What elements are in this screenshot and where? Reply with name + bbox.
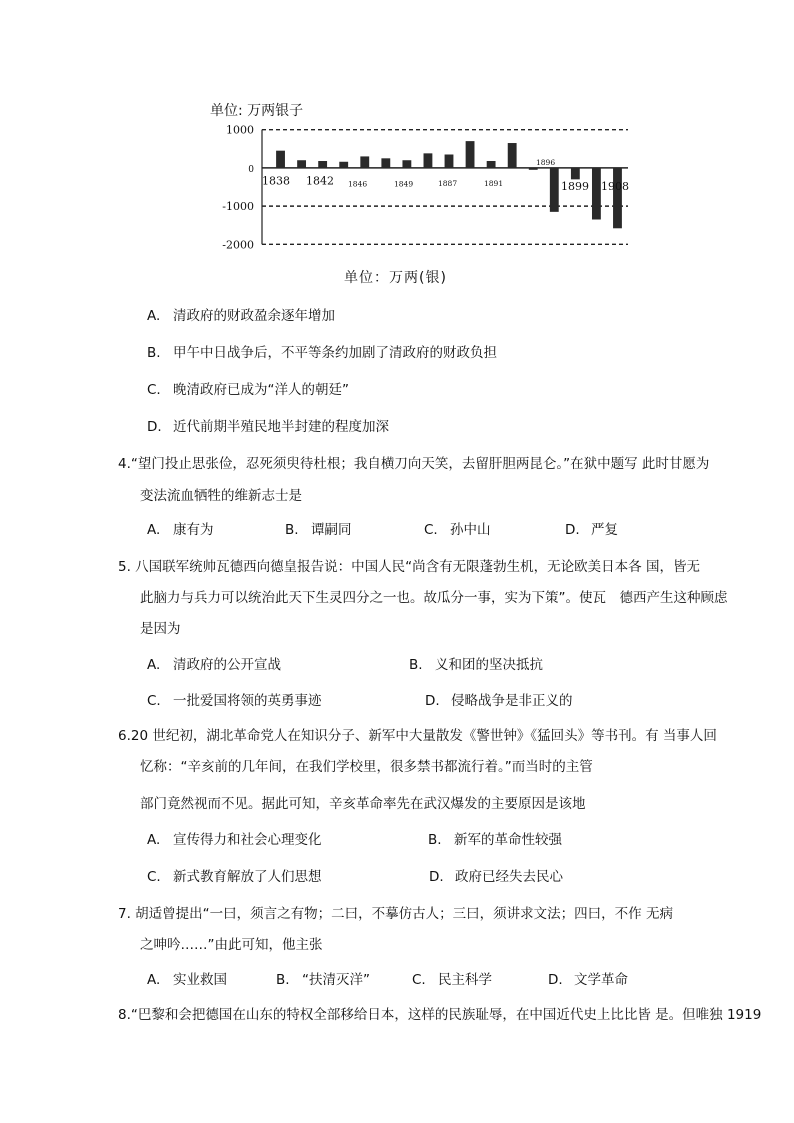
year-label: 1846 xyxy=(348,179,368,189)
q4-option-b[interactable] xyxy=(285,518,352,538)
q6-option-a[interactable] xyxy=(147,828,322,848)
option-key: A. xyxy=(147,522,161,538)
year-label: 1842 xyxy=(306,174,334,188)
option-key: C. xyxy=(412,972,426,988)
year-label: 1899 xyxy=(561,180,589,194)
q6-option-c[interactable] xyxy=(147,865,322,885)
bar xyxy=(466,141,475,168)
option-text: 民主科学 xyxy=(438,972,492,988)
q7-stem-line-2: 之呻吟……”由此可知，他主张 xyxy=(140,937,323,953)
option-text: 新式教育解放了人们思想 xyxy=(173,869,322,885)
bar xyxy=(339,162,348,168)
option-text: 新军的革命性较强 xyxy=(454,832,562,848)
chart-unit-label: 单位: 万两银子 xyxy=(210,103,304,119)
option-key: C. xyxy=(147,382,161,398)
year-label: 1849 xyxy=(394,179,414,189)
q6-stem-line-2: 忆称：“辛亥前的几年间，在我们学校里，很多禁书都流行着。”而当时的主管 xyxy=(140,759,593,775)
y-tick-label: -2000 xyxy=(222,238,254,252)
option-key: B. xyxy=(409,657,423,673)
q4-stem-line-1: 4.“望门投止思张俭，忍死须臾待杜根；我自横刀向天笑，去留肝胆两昆仑。”在狱中题写 此时甘愿为 xyxy=(118,456,710,472)
year-label: 1887 xyxy=(438,178,458,188)
y-tick-label: -1000 xyxy=(222,200,254,214)
bar xyxy=(529,168,538,170)
q3-option-c[interactable] xyxy=(147,378,349,398)
option-key: D. xyxy=(548,972,563,988)
q5-option-a[interactable] xyxy=(147,653,281,673)
option-key: D. xyxy=(565,522,580,538)
q3-option-d[interactable] xyxy=(147,415,389,435)
option-text: 侵略战争是非正义的 xyxy=(451,693,573,709)
bar xyxy=(445,155,454,168)
q4-option-c[interactable] xyxy=(424,518,491,538)
q7-option-d[interactable] xyxy=(548,968,628,988)
fiscal-bar-chart xyxy=(218,122,638,252)
option-text: 清政府的财政盈余逐年增加 xyxy=(173,308,335,324)
q5-option-d[interactable] xyxy=(425,689,573,709)
option-key: C. xyxy=(424,522,438,538)
option-key: B. xyxy=(428,832,442,848)
q6-stem-line-1: 6.20 世纪初，湖北革命党人在知识分子、新军中大量散发《警世钟》《猛回头》等书刊。有 当事人回 xyxy=(118,728,717,744)
option-key: D. xyxy=(425,693,440,709)
option-text: 义和团的坚决抵抗 xyxy=(435,657,543,673)
q3-option-a[interactable] xyxy=(147,304,335,324)
option-text: “扶清灭洋” xyxy=(302,972,370,988)
option-key: C. xyxy=(147,869,161,885)
q5-stem-line-2: 此脑力与兵力可以统治此天下生灵四分之一也。故瓜分一事，实为下策”。使瓦 德西产生这种顾虑 xyxy=(140,590,728,606)
q7-option-c[interactable] xyxy=(412,968,492,988)
option-text: 宣传得力和社会心理变化 xyxy=(173,832,322,848)
bar xyxy=(571,168,580,179)
bar xyxy=(318,161,327,168)
y-tick-label: 1000 xyxy=(226,123,254,137)
option-key: A. xyxy=(147,972,161,988)
year-label: 1838 xyxy=(262,174,290,188)
q6-option-b[interactable] xyxy=(428,828,562,848)
option-text: 清政府的公开宣战 xyxy=(173,657,281,673)
q7-option-b[interactable] xyxy=(276,968,370,988)
option-text: 甲午中日战争后，不平等条约加剧了清政府的财政负担 xyxy=(173,345,497,361)
option-text: 文学革命 xyxy=(574,972,628,988)
option-key: D. xyxy=(429,869,444,885)
option-text: 一批爱国将领的英勇事迹 xyxy=(173,693,322,709)
bar xyxy=(550,168,559,212)
q4-stem-line-2: 变法流血牺牲的维新志士是 xyxy=(140,488,302,504)
q5-stem-line-3: 是因为 xyxy=(140,621,181,637)
option-text: 谭嗣同 xyxy=(311,522,352,538)
option-key: A. xyxy=(147,832,161,848)
option-key: D. xyxy=(147,419,162,435)
bar xyxy=(297,160,306,168)
option-key: C. xyxy=(147,693,161,709)
option-text: 近代前期半殖民地半封建的程度加深 xyxy=(173,419,389,435)
q5-option-b[interactable] xyxy=(409,653,543,673)
option-key: B. xyxy=(147,345,161,361)
q7-stem-line-1: 7. 胡适曾提出“一曰，须言之有物；二曰，不摹仿古人；三曰，须讲求文法；四曰，不作 无病 xyxy=(118,906,673,922)
chart-caption: 单位：万两(银) xyxy=(344,270,447,286)
q4-option-d[interactable] xyxy=(565,518,618,538)
q3-option-b[interactable] xyxy=(147,341,497,361)
bar xyxy=(424,153,433,168)
q5-option-c[interactable] xyxy=(147,689,322,709)
option-text: 孙中山 xyxy=(450,522,491,538)
option-key: B. xyxy=(276,972,290,988)
q5-stem-line-1: 5. 八国联军统帅瓦德西向德皇报告说：中国人民“尚含有无限蓬勃生机，无论欧美日本各 国，皆无 xyxy=(118,559,700,575)
option-key: B. xyxy=(285,522,299,538)
bar xyxy=(592,168,601,220)
option-text: 康有为 xyxy=(173,522,214,538)
year-label: 1896 xyxy=(536,157,556,167)
q8-stem-line-1: 8.“巴黎和会把德国在山东的特权全部移给日本，这样的民族耻辱，在中国近代史上比比皆 是。但唯独 1919 xyxy=(118,1007,762,1023)
bar xyxy=(381,158,390,168)
year-label: 1908 xyxy=(601,180,629,194)
bar xyxy=(360,156,369,167)
bar xyxy=(508,143,517,168)
option-key: A. xyxy=(147,308,161,324)
option-text: 政府已经失去民心 xyxy=(455,869,563,885)
q6-option-d[interactable] xyxy=(429,865,563,885)
q4-option-a[interactable] xyxy=(147,518,214,538)
q7-option-a[interactable] xyxy=(147,968,227,988)
bar xyxy=(487,161,496,168)
option-key: A. xyxy=(147,657,161,673)
bar xyxy=(402,160,411,168)
y-tick-label: 0 xyxy=(248,164,254,175)
option-text: 晚清政府已成为“洋人的朝廷” xyxy=(173,382,349,398)
option-text: 实业救国 xyxy=(173,972,227,988)
year-label: 1891 xyxy=(484,178,504,188)
q6-stem-line-3: 部门竟然视而不见。据此可知，辛亥革命率先在武汉爆发的主要原因是该地 xyxy=(140,796,586,812)
bar xyxy=(613,168,622,228)
option-text: 严复 xyxy=(591,522,618,538)
bar xyxy=(276,151,285,168)
